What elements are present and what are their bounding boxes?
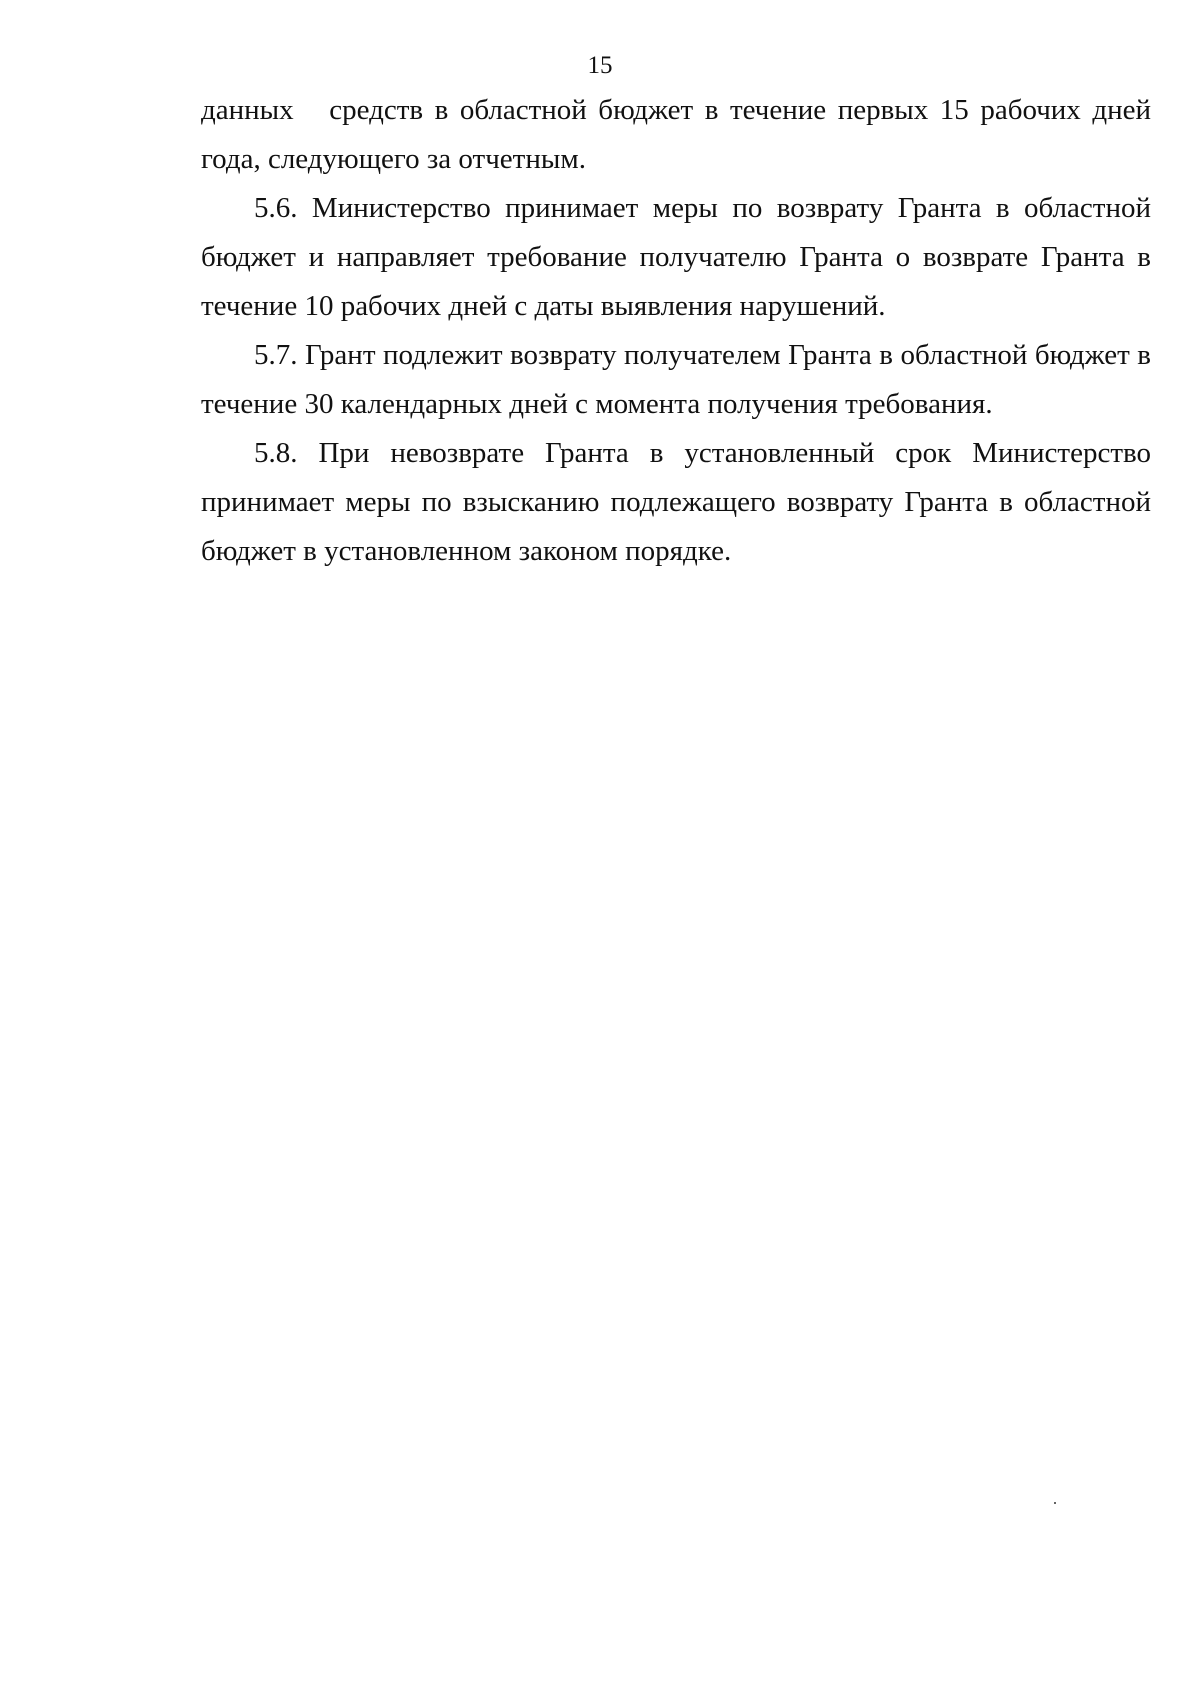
paragraph-5-7: 5.7. Грант подлежит возврату получателем Гранта в областной бюджет в течение 30 календарных дней с момента получения требования.	[201, 339, 1151, 420]
continuation-rest: средств в областной бюджет в течение первых 15 рабочих дней года, следующего за отчетным.	[201, 94, 1152, 175]
paragraph-5-6: 5.6. Министерство принимает меры по возврату Гранта в областной бюджет и направляет требование получателю Гранта о возврате Гранта в течение 10 рабочих дней с даты выявления нарушений.	[201, 192, 1151, 322]
scan-speck	[1054, 1502, 1056, 1504]
paragraph-5-8: 5.8. При невозврате Гранта в установленный срок Министерство принимает меры по взысканию подлежащего возврату Гранта в областной бюджет в установленном законом порядке.	[201, 437, 1151, 567]
paragraph-continuation	[201, 86, 1151, 184]
document-body	[201, 86, 1151, 576]
continuation-first-word: данных	[201, 94, 294, 126]
page-number: 15	[587, 52, 613, 79]
